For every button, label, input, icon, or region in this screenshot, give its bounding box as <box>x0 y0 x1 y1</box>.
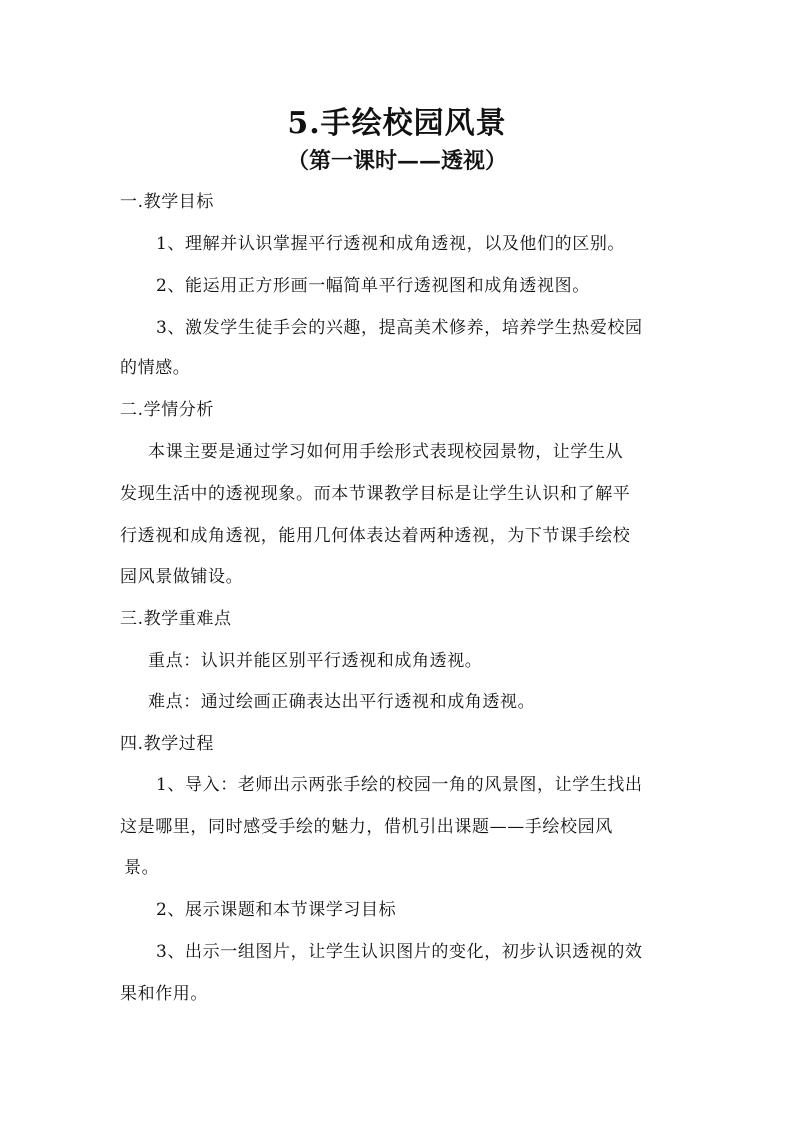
paragraph-line: 3、出示一组图片，让学生认识图片的变化，初步认识透视的效 <box>156 942 643 962</box>
paragraph-line: 行透视和成角透视，能用几何体表达着两种透视，为下节课手绘校 <box>120 526 631 546</box>
paragraph-line: 园风景做铺设。 <box>120 567 244 587</box>
paragraph-line: 的情感。 <box>120 358 191 378</box>
paragraph-line: 果和作用。 <box>120 984 208 1004</box>
paragraph-line: 本课主要是通过学习如何用手绘形式表现校园景物，让学生从 <box>148 442 624 462</box>
document-title: 5.手绘校园风景 <box>287 106 507 141</box>
section-heading: 二.学情分析 <box>120 400 215 420</box>
paragraph-line: 1、导入：老师出示两张手绘的校园一角的风景图，让学生找出 <box>156 775 643 795</box>
paragraph-line: 3、激发学生徒手会的兴趣，提高美术修养，培养学生热爱校园 <box>156 318 643 338</box>
paragraph-line: 景。 <box>124 858 160 878</box>
section-heading: 四.教学过程 <box>120 734 215 754</box>
paragraph-line: 2、能运用正方形画一幅简单平行透视图和成角透视图。 <box>156 276 590 296</box>
paragraph-line: 发现生活中的透视现象。而本节课教学目标是让学生认识和了解平 <box>120 484 631 504</box>
paragraph-line: 这是哪里，同时感受手绘的魅力，借机引出课题——手绘校园风 <box>120 817 613 837</box>
paragraph-line: 1、理解并认识掌握平行透视和成角透视，以及他们的区别。 <box>156 234 626 254</box>
paragraph-line: 2、展示课题和本节课学习目标 <box>156 900 397 920</box>
document-subtitle: （第一课时——透视） <box>286 148 507 174</box>
paragraph-line: 难点：通过绘画正确表达出平行透视和成角透视。 <box>148 692 536 712</box>
section-heading: 三.教学重难点 <box>120 609 232 629</box>
section-heading: 一.教学目标 <box>120 192 215 212</box>
paragraph-line: 重点：认识并能区别平行透视和成角透视。 <box>148 651 483 671</box>
